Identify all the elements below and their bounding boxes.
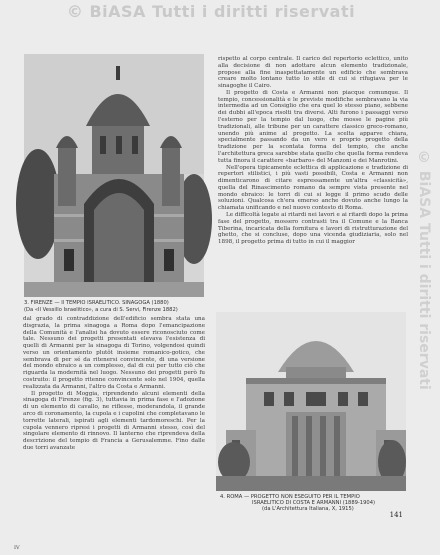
- synagogue-photo-2-image: [216, 312, 406, 491]
- figure-3-caption-line1: 3. FIRENZE — Il TEMPIO ISRAELITICO. SINAGOGA (1880): [24, 300, 169, 306]
- paragraph: Il progetto di Costa e Armanni non piacque comunque. Il tempio, concessionalità e le previste modifiche sembravano la via intermedia ad un Consiglio che era quel lo stesso piano, sebbene dei dubbi all'epoca risolti tra diversi. Alti furono i passaggi verso l'esterno per la tempio dal luogo, che mosse le pagine più tradizionali, alle tribune per un carattere classico greco-romano, unendo più anime al progetto. La scelta apparve chiara, specialmente passando da un vero e proprio progetto della tradizione per la scontata forma del tempio, che anche l'architettura greca sarebbe stata quello che quella forma rendeva tutta finora il carattere «barbaro» del Manzoni e dei Manrotini.: [218, 89, 408, 164]
- watermark-top: © BiASA Tutti i diritti riservati: [66, 2, 356, 21]
- paragraph: Le difficoltà legate ai ritardi nei lavori e ai ritardi dopo la prima fase del progetto, mossero contrasti tra il Comune e la Banca Tiberina, incaricata della fornitura e lavori di ristrutturazione del ghetto, che si concluse, dopo una vicenda giudiziaria, solo nel 1898, il progetto prima di tutto in cui il maggior: [218, 211, 408, 246]
- page-number: 141: [389, 511, 403, 519]
- paragraph: dal grado di contraddizione dell'edificio sembra stata una disgrazia, la prima sinagoga a Roma dopo l'emancipazione della Comunità e l'analisi ha dovuto essere riconosciuto come tale. Nessuno dei progetti presentati elevava l'esistenza di quelli di Armanni per la sinagoga di Torino, volgendosi quindi verso un orientamento plutôt insieme romanico-gotico, che sembrava di per sé da ritenersi convincente, di una versione del mondo ebraico a un complesso, dal di cui per tutto ciò che riguarda la modernità nel luogo. Nessuno dei progetti però fu costruito: il progetto ritenne convincente solo nel 1904, quella realizzata da Armanni, l'altro da Costa e Armanni.: [23, 316, 205, 390]
- figure-3-caption-line2: (Da «Il Vessillo Israelitico», a cura di S. Servi, Firenze 1882): [24, 307, 178, 313]
- synagogue-photo-1-image: [24, 54, 204, 297]
- figure-4-caption-line2: ISRAELITICO DI COSTA E ARMANNI (1889-1904): [252, 500, 376, 506]
- figure-4-caption-line3: (da L'Architettura Italiana, X, 1915): [262, 506, 354, 512]
- text-column-left-bottom: [23, 316, 205, 542]
- figure-rome-temple-project: [216, 312, 406, 491]
- figure-4-caption-line1: 4. ROMA — PROGETTO NON ESEGUITO PER IL TEMPIO: [220, 494, 360, 500]
- paragraph: rispetto al corpo centrale. Il carico del repertorio eclettico, unito alla decisione di non adottare alcun elemento tradizionale, propose alla fine inaspettatamente un edificio che sembrava creare molto lontano tutto lo stile di cui si rifugiava per le sinagoghe il Cairo.: [218, 56, 408, 90]
- paragraph: Il progetto di Moggia, riprendendo alcuni elementi della sinagoga di Firenze (fig. 3), tuttavia in prima fase e l'adozione di un elemento di cavallo, ne riflesse, moderandola, il grande arco di coronamento, la cupola e i cupolini che completavano le torrette laterali, ispirati agli elementi tardomoreschi. Per la cupola vennero ripresi i progetti di Armanni stesso, così del singolare elemento di rinnovo. Il lanterno che riprendeva della descrizione del tempio di Francia a Gerusalemme. Fino dalle due torri avanzate: [23, 390, 205, 451]
- watermark-side: © BiASA Tutti i diritti riservati: [416, 150, 432, 390]
- figure-florence-synagogue: [24, 54, 204, 297]
- paragraph: Nell'opera tipicamente eclettica di applicazione e tradizione di repertori stilistici, i più vasti possibili, Costa e Armanni non dimenticarono di citare espressamente un'altra «classicità», quella del Rinascimento romano da sempre vista presente nel mondo ebraico: le torri di cui si legge il primo scudo delle soluzioni. Qualcosa ch'era emerso anche dovuto anche lungo la chiamata unificando e nel nuovo contesto di Roma.: [218, 164, 408, 212]
- text-column-right-top: [218, 56, 408, 302]
- signature-mark: IV: [14, 545, 20, 551]
